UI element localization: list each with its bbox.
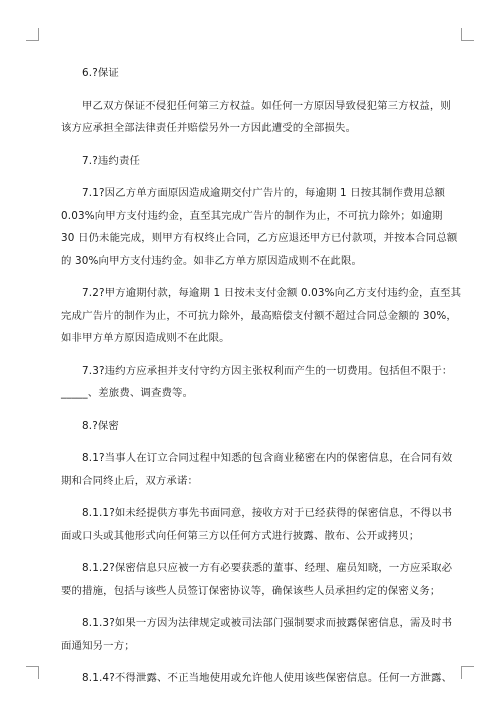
section-heading-breach: 7.?违约责任: [82, 154, 141, 167]
paragraph-line: 期和合同终止后，双方承诺：: [61, 474, 199, 487]
corner-mark-bottom-right: [461, 666, 474, 679]
section-heading-guarantee: 6.?保证: [82, 67, 119, 79]
paragraph-line: 30 日仍未能完成，则甲方有权终止合同，乙方应退还甲方已付款项，并按本合同总额: [61, 232, 458, 244]
paragraph-line: 8.1.2?保密信息只应被一方有必要获悉的董事、经理、雇员知晓，一方应采取必: [82, 562, 453, 574]
document-body: [61, 62, 462, 690]
paragraph-line: 8.1?当事人在订立合同过程中知悉的包含商业秘密在内的保密信息，在合同有效: [82, 452, 453, 464]
paragraph-line: 7.1?因乙方单方面原因造成逾期交付广告片的，每逾期 1 日按其制作费用总额: [82, 187, 446, 199]
corner-mark-top-left: [26, 28, 39, 41]
paragraph-line: 要的措施，包括与该些人员签订保密协议等，确保该些人员承担约定的保密义务；: [61, 584, 441, 597]
corner-mark-bottom-left: [26, 666, 39, 679]
paragraph-line: 该方应承担全部法律责任并赔偿另外一方因此遭受的全部损失。: [61, 122, 357, 134]
paragraph-line: 7.3?违约方应承担并支付守约方因主张权利而产生的一切费用。包括但不限于：: [82, 364, 453, 377]
paragraph-line: 7.2?甲方逾期付款，每逾期 1 日按未支付金额 0.03%向乙方支付违约金，直至其: [82, 287, 462, 299]
paragraph-line: 0.03%向甲方支付违约金，直至其完成广告片的制作为止，不可抗力除外；如逾期: [61, 209, 443, 222]
paragraph-line: 8.1.3?如果一方因为法律规定或被司法部门强制要求而披露保密信息，需及时书: [82, 617, 453, 629]
paragraph-line: 的 30%向甲方支付违约金。如非乙方单方原因造成则不在此限。: [61, 254, 363, 267]
section-heading-confidentiality: 8.?保密: [82, 419, 119, 432]
paragraph-line: 面通知另一方；: [61, 639, 135, 652]
paragraph-line: 面或口头或其他形式向任何第三方以任何方式进行披露、散布、公开或拷贝；: [61, 529, 420, 542]
corner-mark-top-right: [461, 28, 474, 41]
paragraph-line: 完成广告片的制作为止，不可抗力除外，最高赔偿支付额不超过合同总金额的 30%，: [61, 309, 457, 322]
paragraph-line: _____、差旅费、调查费等。: [61, 387, 194, 399]
paragraph-line: 8.1.1?如未经提供方事先书面同意，接收方对于已经获得的保密信息，不得以书: [82, 507, 453, 519]
paragraph-line: 甲乙双方保证不侵犯任何第三方权益。如任何一方原因导致侵犯第三方权益，则: [82, 99, 451, 112]
paragraph-line: 8.1.4?不得泄露、不正当地使用或允许他人使用该些保密信息。任何一方泄露、: [82, 672, 453, 684]
paragraph-line: 如非甲方单方原因造成则不在此限。: [61, 332, 230, 344]
